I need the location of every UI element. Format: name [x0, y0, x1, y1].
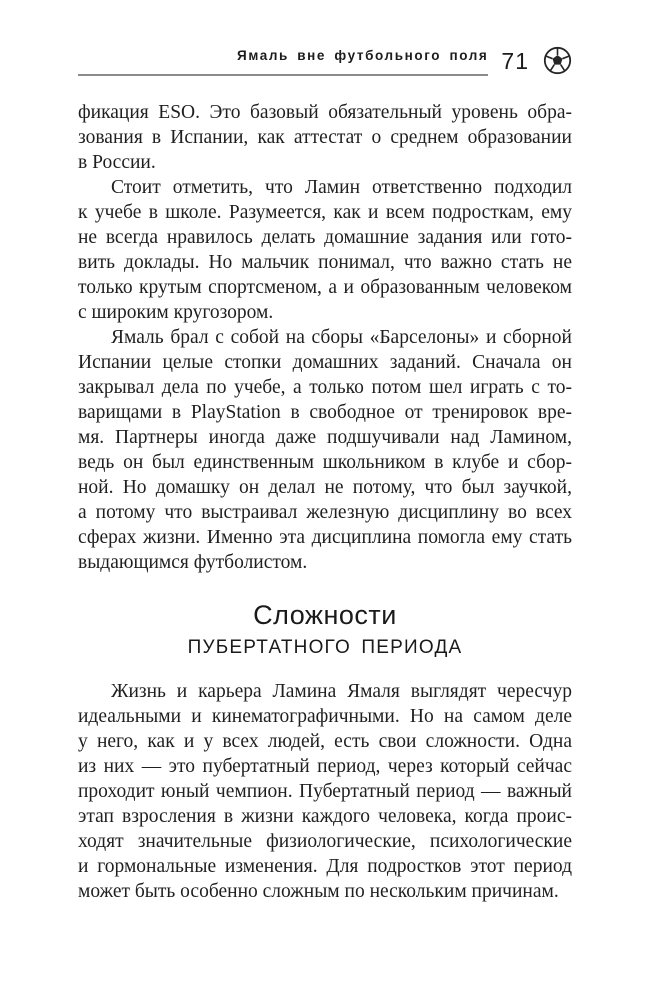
section-title: Сложности	[253, 600, 397, 630]
section-heading	[78, 599, 572, 660]
text-line: ведь он был единственным школьником в клубе и сбор-	[78, 452, 572, 473]
paragraph	[78, 325, 572, 575]
section-subtitle: ПУБЕРТАТНОГО ПЕРИОДА	[187, 637, 463, 658]
header-rule	[78, 47, 488, 76]
text-line: с широким кругозором.	[78, 302, 274, 323]
text-line: у него, как и у всех людей, есть свои сложности. Одна	[78, 731, 572, 752]
page-number: 71	[501, 48, 529, 74]
text-line: мя. Партнеры иногда даже подшучивали над Ламином,	[78, 427, 572, 448]
text-line: идеальными и кинематографичными. Но на самом деле	[78, 706, 572, 727]
text-line: проходит юный чемпион. Пубертатный период — важный	[78, 781, 572, 802]
text-line: только крутым спортсменом, а и образованным человеком	[78, 277, 572, 298]
running-header	[78, 46, 572, 76]
text-line: выдающимся футболистом.	[78, 552, 308, 573]
text-line: зования в Испании, как аттестат о среднем образовании	[78, 127, 572, 148]
text-line: Ямаль брал с собой на сборы «Барселоны» и сборной	[111, 327, 572, 348]
text-line: варищами в PlayStation в свободное от тренировок вре-	[78, 402, 572, 423]
text-line: к учебе в школе. Разумеется, как и всем подросткам, ему	[78, 202, 572, 223]
text-line: может быть особенно сложным по нескольким причинам.	[78, 881, 559, 902]
soccer-ball-icon	[543, 46, 572, 76]
text-line: из них — это пубертатный период, через который сейчас	[78, 756, 572, 777]
text-line: Жизнь и карьера Ламина Ямаля выглядят чересчур	[111, 681, 572, 702]
paragraph	[78, 679, 572, 904]
text-line: и гормональные изменения. Для подростков этот период	[78, 856, 572, 877]
text-line: в России.	[78, 152, 156, 173]
text-line: вить доклады. Но мальчик понимал, что важно стать не	[78, 252, 572, 273]
text-line: закрывал дела по учебе, а только потом шел играть с то-	[78, 377, 572, 398]
text-line: сферах жизни. Именно эта дисциплина помогла ему стать	[78, 527, 572, 548]
running-title: Ямаль вне футбольного поля	[237, 48, 489, 63]
paragraph	[78, 100, 572, 175]
text-line: ной. Но домашку он делал не потому, что был заучкой,	[78, 477, 572, 498]
text-line: фикация ESO. Это базовый обязательный уровень обра-	[78, 102, 572, 123]
paragraph	[78, 175, 572, 325]
text-line: не всегда нравилось делать домашние задания или гото-	[78, 227, 572, 248]
text-line: а потому что выстраивал железную дисциплину во всех	[78, 502, 572, 523]
text-line: Стоит отметить, что Ламин ответственно подходил	[111, 177, 572, 198]
text-line: Испании целые стопки домашних заданий. Сначала он	[78, 352, 572, 373]
text-line: ходят значительные физиологические, психологические	[78, 831, 572, 852]
body-text-top	[78, 100, 572, 575]
text-line: этап взросления в жизни каждого человека, когда проис-	[78, 806, 572, 827]
body-text-bottom	[78, 679, 572, 904]
